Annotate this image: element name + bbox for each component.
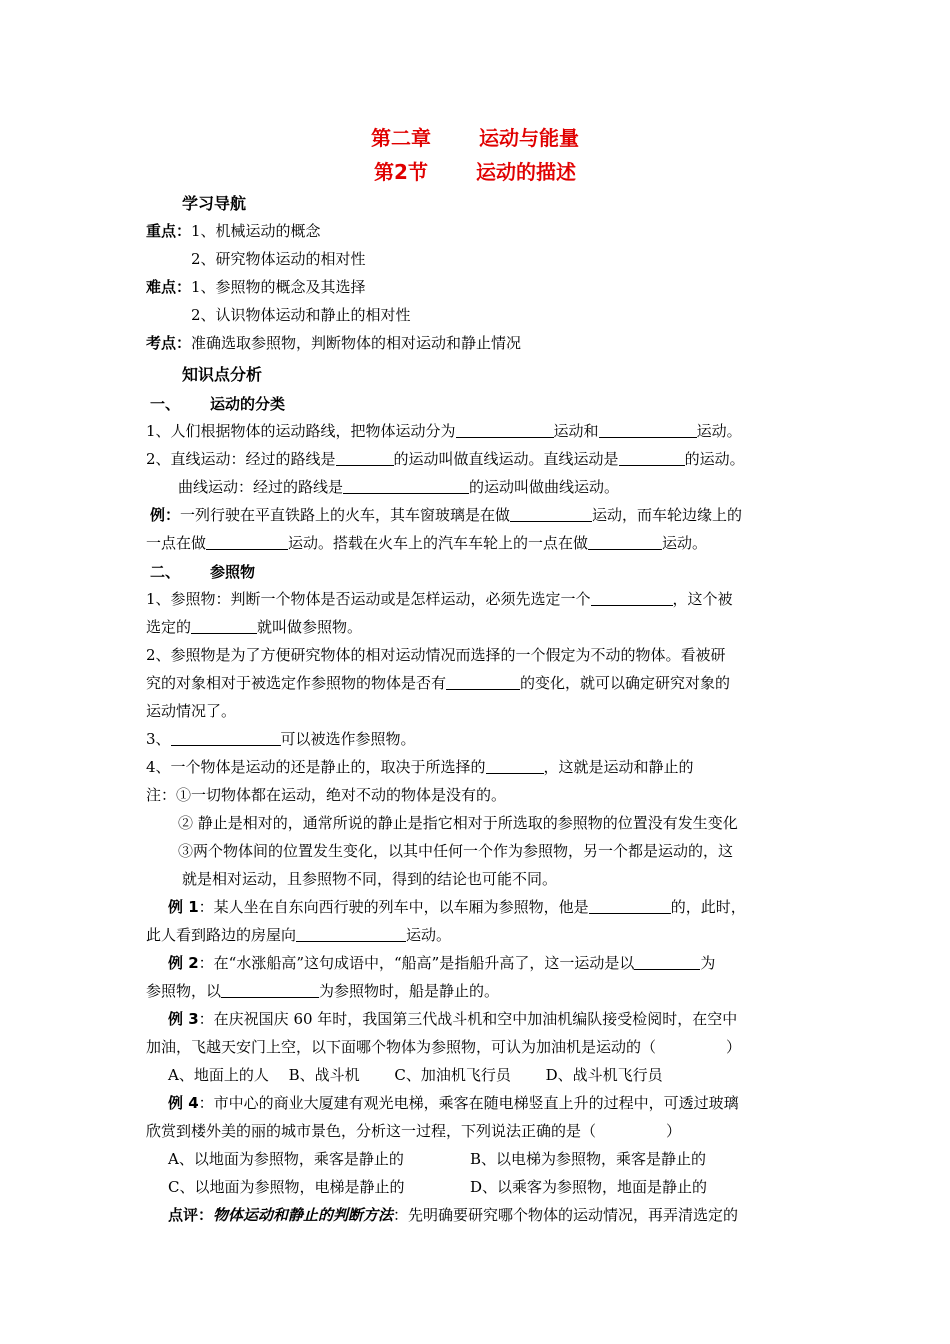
s2-p2-line-3: 运动情况了。 [146,702,237,720]
answer-blank [599,423,697,438]
s1-line-1: 1、人们根据物体的运动路线，把物体运动分为 运动和 运动。 [146,422,742,440]
analysis-heading: 知识点分析 [182,365,263,384]
answer-blank [591,591,673,606]
s1-line-3: 曲线运动：经过的路线是 的运动叫做曲线运动。 [178,478,620,496]
answer-blank [191,619,257,634]
answer-blank [206,535,288,550]
chapter-number: 第二章 [371,126,431,150]
answer-blank [619,451,685,466]
example-2-line-1: 例 2：在“水涨船高”这句成语中，“船高”是指船升高了，这一运动是以 为 [168,954,716,972]
chapter-name: 运动与能量 [479,126,579,150]
section-title [0,156,950,185]
example-4-line-1: 例 4：市中心的商业大厦建有观光电梯，乘客在随电梯竖直上升的过程中，可透过玻璃 [168,1094,739,1112]
example-3-line-1: 例 3：在庆祝国庆 60 年时，我国第三代战斗机和空中加油机编队接受检阅时，在空中 [168,1010,738,1028]
answer-blank [296,927,406,942]
answer-blank [446,675,520,690]
example-4-option-a: A、以地面为参照物，乘客是静止的 [168,1150,404,1168]
answer-blank [336,451,394,466]
example-1-line-1: 例 1：某人坐在自东向西行驶的列车中，以车厢为参照物，他是 的，此时， [168,898,746,916]
answer-blank [343,479,469,494]
review-line: 点评：物体运动和静止的判断方法：先明确要研究哪个物体的运动情况，再弄清选定的 [168,1206,739,1224]
key-point-1: 重点：1、机械运动的概念 [146,222,321,240]
chapter-title [0,122,950,151]
section-1-heading: 一、 运动的分类 [150,395,286,413]
example-4-option-c: C、以地面为参照物，电梯是静止的 [168,1178,405,1196]
example-4-line-2: 欣赏到楼外美的丽的城市景色，分析这一过程，下列说法正确的是（ ） [146,1122,682,1140]
key-point-2: 2、研究物体运动的相对性 [191,250,366,268]
section-number: 第2节 [374,160,428,184]
answer-blank [221,983,319,998]
example-3-options: A、地面上的人 B、战斗机 C、加油机飞行员 D、战斗机飞行员 [168,1066,663,1084]
answer-blank [589,899,671,914]
s2-p3: 3、 可以被选作参照物。 [146,730,416,748]
example-4-option-b: B、以电梯为参照物，乘客是静止的 [470,1150,707,1168]
s2-p1-line-2: 选定的 就叫做参照物。 [146,618,363,636]
exam-point: 考点：准确选取参照物，判断物体的相对运动和静止情况 [146,334,522,352]
section-name: 运动的描述 [475,160,576,184]
s2-p4: 4、一个物体是运动的还是静止的，取决于所选择的 ，这就是运动和静止的 [146,758,694,776]
answer-blank [456,423,554,438]
s1-example-line-2: 一点在做 运动。搭载在火车上的汽车车轮上的一点在做 运动。 [146,534,708,552]
answer-blank [171,731,281,746]
note-3: ③两个物体间的位置发生变化，以其中任何一个作为参照物，另一个都是运动的，这 [178,842,734,860]
answer-blank [634,955,700,970]
s2-p2-line-1: 2、参照物是为了方便研究物体的相对运动情况而选择的一个假定为不动的物体。看被研 [146,646,726,664]
s2-p2-line-2: 究的对象相对于被选定作参照物的物体是否有 的变化，就可以确定研究对象的 [146,674,731,692]
s2-p1-line-1: 1、参照物：判断一个物体是否运动或是怎样运动，必须先选定一个 ，这个被 [146,590,733,608]
section-2-heading: 二、 参照物 [150,563,256,581]
note-2: ② 静止是相对的，通常所说的静止是指它相对于所选取的参照物的位置没有发生变化 [178,814,738,832]
note-1: 注：①一切物体都在运动，绝对不动的物体是没有的。 [146,786,507,804]
hard-point-1: 难点：1、参照物的概念及其选择 [146,278,366,296]
answer-blank [486,759,544,774]
s1-example-line-1: 例：一列行驶在平直铁路上的火车，其车窗玻璃是在做 运动，而车轮边缘上的 [150,506,743,524]
example-1-line-2: 此人看到路边的房屋向 运动。 [146,926,452,944]
hard-point-2: 2、认识物体运动和静止的相对性 [191,306,411,324]
answer-blank [510,507,592,522]
example-2-line-2: 参照物，以 为参照物时，船是静止的。 [146,982,500,1000]
example-4-option-d: D、以乘客为参照物，地面是静止的 [470,1178,708,1196]
answer-blank [588,535,662,550]
example-3-line-2: 加油，飞越天安门上空，以下面哪个物体为参照物，可认为加油机是运动的（ ） [146,1038,742,1056]
nav-heading: 学习导航 [182,194,247,213]
note-4: 就是相对运动，且参照物不同，得到的结论也可能不同。 [182,870,558,888]
s1-line-2: 2、直线运动：经过的路线是 的运动叫做直线运动。直线运动是 的运动。 [146,450,745,468]
